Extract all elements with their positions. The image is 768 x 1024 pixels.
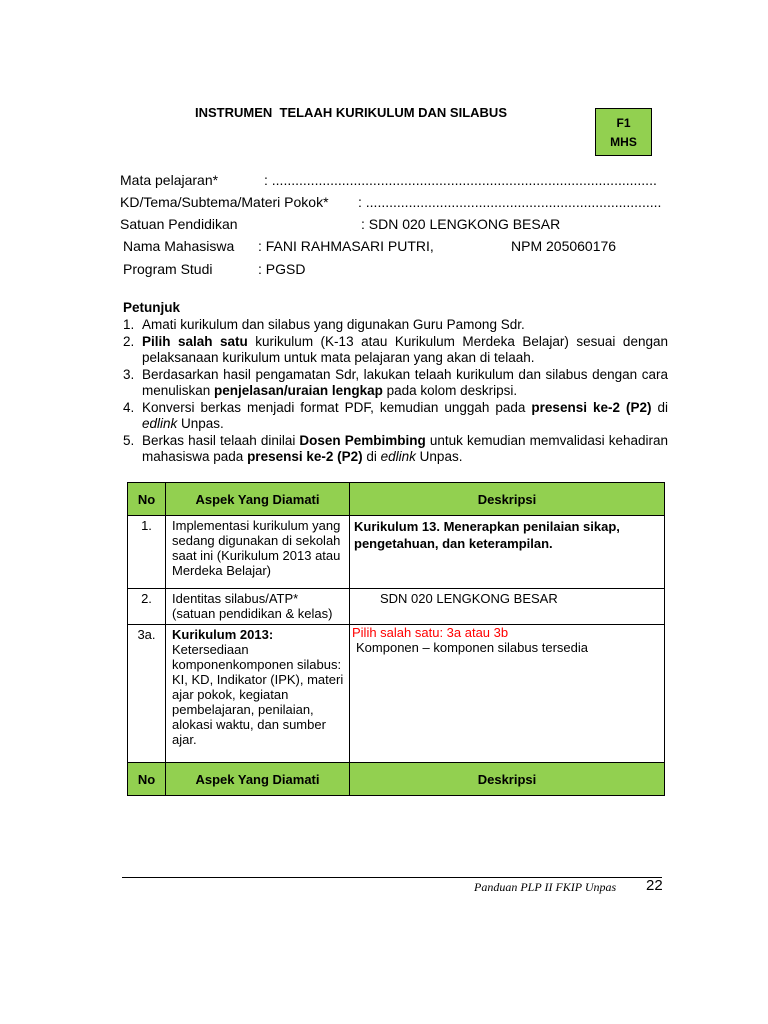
instructions-heading: Petunjuk xyxy=(123,300,181,315)
field-label-nama-mahasiswa: Nama Mahasiswa xyxy=(123,238,235,254)
instruction-number: 2. xyxy=(123,333,135,349)
table-row xyxy=(128,625,665,763)
instruction-text: Amati kurikulum dan silabus yang digunakan Guru Pamong Sdr. xyxy=(142,317,525,332)
header-no: No xyxy=(128,763,166,796)
footer-divider xyxy=(122,877,662,878)
field-value-nama-mahasiswa: : FANI RAHMASARI PUTRI, xyxy=(258,238,434,254)
row-aspek-cell xyxy=(166,516,350,589)
field-value-npm: NPM 205060176 xyxy=(511,238,617,254)
header-deskripsi: Deskripsi xyxy=(350,483,665,516)
instruction-text: Unpas. xyxy=(415,449,463,464)
form-code-badge xyxy=(595,108,652,156)
instruction-text: kurikulum (K-13 atau Kurikulum Merdeka Belajar) sesuai dengan pelaksanaan kurikulum untuk mata pelajaran yang akan di telaah. xyxy=(142,333,668,365)
row-aspek-cell xyxy=(166,589,350,625)
field-label-kd: KD/Tema/Subtema/Materi Pokok* xyxy=(120,194,329,210)
instruction-italic: edlink xyxy=(380,449,416,464)
instruction-number: 1. xyxy=(123,317,135,332)
table-row xyxy=(128,516,665,589)
row-number: 1. xyxy=(128,516,166,589)
field-value-mata-pelajaran: : ................................................................................................... xyxy=(264,172,657,188)
field-label-satuan-pendidikan: Satuan Pendidikan xyxy=(120,216,238,232)
badge-line-1: F1 xyxy=(616,116,631,130)
row-deskripsi-text[interactable]: Komponen – komponen silabus tersedia xyxy=(356,640,588,655)
row-aspek xyxy=(166,625,349,749)
instruction-text: Berkas hasil telaah dinilai xyxy=(142,432,300,448)
review-table xyxy=(127,482,665,796)
row-deskripsi[interactable]: SDN 020 LENGKONG BESAR xyxy=(380,591,558,606)
instruction-text: Berdasarkan hasil pengamatan Sdr, lakukan telaah kurikulum dan silabus dengan cara menuliskan xyxy=(142,366,668,398)
instruction-emphasis: Pilih salah satu xyxy=(142,333,248,349)
instruction-emphasis: Dosen Pembimbing xyxy=(299,432,426,448)
header-deskripsi: Deskripsi xyxy=(350,763,665,796)
row-aspek: Identitas silabus/ATP* (satuan pendidikan & kelas) xyxy=(172,591,333,621)
header-no: No xyxy=(128,483,166,516)
instruction-emphasis: presensi ke-2 (P2) xyxy=(531,399,652,415)
instruction-emphasis: presensi ke-2 (P2) xyxy=(247,449,363,464)
badge-line-2: MHS xyxy=(610,135,637,149)
instruction-number: 5. xyxy=(123,432,135,448)
row-deskripsi xyxy=(350,625,664,657)
instruction-text: untuk kemudian memvalidasi kehadiran mahasiswa pada xyxy=(142,432,668,464)
row-deskripsi-cell xyxy=(350,589,665,625)
instruction-text: Konversi berkas menjadi format PDF, kemudian unggah pada xyxy=(142,399,532,415)
instruction-item xyxy=(123,317,668,334)
instruction-text: Unpas. xyxy=(177,416,224,431)
instruction-number: 3. xyxy=(123,366,135,382)
row-number: 3a. xyxy=(128,625,166,763)
instruction-item xyxy=(123,334,668,367)
row-deskripsi[interactable]: Kurikulum 13. Menerapkan penilaian sikap, pengetahuan, dan keterampilan. xyxy=(354,519,620,551)
selection-note: Pilih salah satu: 3a atau 3b xyxy=(352,625,509,640)
instruction-item xyxy=(123,400,668,433)
row-aspek-cell xyxy=(166,625,350,763)
row-deskripsi-cell xyxy=(350,516,665,589)
footer-text: Panduan PLP II FKIP Unpas xyxy=(474,880,617,894)
row-aspek-text: Ketersediaan komponenkomponen silabus: KI, KD, Indikator (IPK), materi ajar pokok, kegiatan pembelajaran, penilaian, alokasi waktu, dan sumber ajar. xyxy=(172,642,344,747)
instruction-text: di xyxy=(651,399,668,415)
instruction-number: 4. xyxy=(123,399,135,415)
row-deskripsi-cell xyxy=(350,625,665,763)
instruction-item xyxy=(123,433,668,466)
table-row xyxy=(128,589,665,625)
table-header-row-repeat xyxy=(128,763,665,796)
row-aspek-title: Kurikulum 2013: xyxy=(172,627,274,642)
page-number: 22 xyxy=(646,877,663,894)
field-value-program-studi: : PGSD xyxy=(258,261,306,277)
row-aspek: Implementasi kurikulum yang sedang digunakan di sekolah saat ini (Kurikulum 2013 atau Merdeka Belajar) xyxy=(172,518,341,578)
row-number: 2. xyxy=(128,589,166,625)
field-value-kd: : ............................................................................ xyxy=(358,194,662,210)
header-aspek: Aspek Yang Diamati xyxy=(166,763,350,796)
instruction-item xyxy=(123,367,668,400)
instructions-list xyxy=(123,317,668,466)
instruction-italic: edlink xyxy=(142,416,178,431)
document-title: INSTRUMEN TELAAH KURIKULUM DAN SILABUS xyxy=(195,105,507,120)
field-label-mata-pelajaran: Mata pelajaran* xyxy=(120,172,219,188)
table-header-row xyxy=(128,483,665,516)
instruction-text: pada kolom deskripsi. xyxy=(382,383,518,398)
field-label-program-studi: Program Studi xyxy=(123,261,213,277)
field-value-satuan-pendidikan: : SDN 020 LENGKONG BESAR xyxy=(361,216,561,232)
header-aspek: Aspek Yang Diamati xyxy=(166,483,350,516)
instruction-text: di xyxy=(362,449,381,464)
instruction-emphasis: penjelasan/uraian lengkap xyxy=(214,383,383,398)
